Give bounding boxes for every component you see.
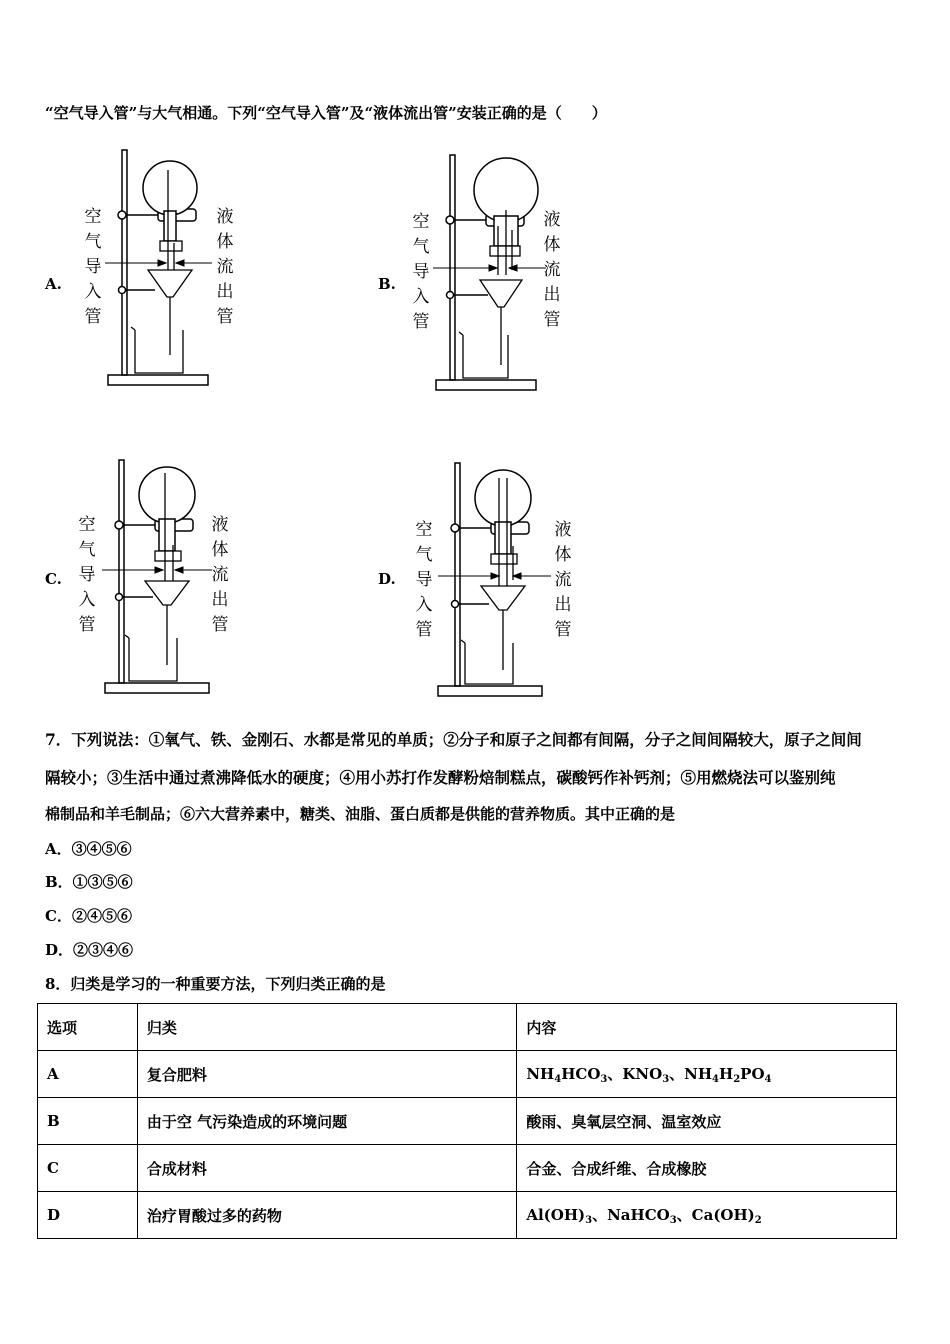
q6-title: “空气导入管”与大气相通。下列“空气导入管”及“液体流出管”安装正确的是（ ）	[45, 104, 607, 122]
header-content: 内容	[517, 1004, 897, 1051]
beaker	[461, 640, 513, 684]
funnel	[480, 280, 522, 365]
row-option: C	[38, 1145, 138, 1192]
row-content: 酸雨、臭氧层空洞、温室效应	[517, 1098, 897, 1145]
apparatus-figure-c	[97, 455, 297, 705]
table-row	[38, 1051, 897, 1098]
q7-stem-line-3: 棉制品和羊毛制品；⑥六大营养素中，糖类、油脂、蛋白质都是供能的营养物质。其中正确的是	[45, 805, 676, 823]
figure-d-outflow-tube-label: 液 体 流 出 管	[554, 520, 572, 640]
row-option: D	[38, 1192, 138, 1239]
q7-option-c: C．②④⑤⑥	[45, 907, 132, 925]
apparatus-figure-d	[433, 458, 633, 708]
header-category: 归类	[137, 1004, 517, 1051]
lower-clamp	[119, 287, 156, 294]
figure-c-label: C.	[45, 570, 62, 588]
funnel	[145, 581, 189, 665]
flask	[475, 470, 531, 554]
row-content: $NH_4HCO_3$、$KNO_3$、$NH_4H_2PO_4$	[517, 1051, 897, 1098]
figure-c-outflow-tube-label: 液 体 流 出 管	[211, 515, 229, 635]
q8-classification-table	[37, 1003, 897, 1239]
row-category: 治疗胃酸过多的药物	[137, 1192, 517, 1239]
figure-a-label: A.	[45, 275, 62, 293]
row-option: B	[38, 1098, 138, 1145]
table-row	[38, 1098, 897, 1145]
figure-b-air-tube-label: 空 气 导 入 管	[412, 212, 430, 332]
figure-d-label: D.	[378, 570, 396, 588]
row-category: 合成材料	[137, 1145, 517, 1192]
lower-clamp	[447, 292, 489, 299]
table-row	[38, 1192, 897, 1239]
q8-title: 8．归类是学习的一种重要方法，下列归类正确的是	[45, 975, 386, 993]
q7-stem-line-1: 7．下列说法：①氧气、铁、金刚石、水都是常见的单质；②分子和原子之间都有间隔，分子之间间隔较大，原子之间间	[45, 730, 862, 749]
lower-clamp	[116, 594, 154, 601]
pointer-arrows	[105, 260, 212, 266]
upper-clamp	[451, 522, 529, 534]
q7-stem-line-2: 隔较小；③生活中通过煮沸降低水的硬度；④用小苏打作发酵粉焙制糕点，碳酸钙作补钙剂；⑤用燃烧法可以鉴别纯	[45, 768, 836, 787]
q7-option-b: B．①③⑤⑥	[45, 873, 133, 891]
table-header-row	[38, 1004, 897, 1051]
figure-a-air-tube-label: 空 气 导 入 管	[84, 207, 102, 327]
lower-clamp	[452, 601, 490, 608]
upper-clamp	[115, 519, 193, 531]
table-row	[38, 1145, 897, 1192]
flask	[143, 161, 197, 241]
q7-option-d: D．②③④⑥	[45, 941, 134, 959]
apparatus-figure-a	[100, 145, 300, 395]
row-content: $Al(OH)_3$、NaHCO$_3$、$Ca(OH)_2$	[517, 1192, 897, 1239]
beaker	[125, 635, 177, 681]
row-content: 合金、合成纤维、合成橡胶	[517, 1145, 897, 1192]
figure-c-air-tube-label: 空 气 导 入 管	[78, 515, 96, 635]
funnel	[148, 270, 192, 355]
apparatus-figure-b	[428, 150, 628, 400]
q7-option-a: A．③④⑤⑥	[45, 840, 132, 858]
funnel	[481, 586, 525, 670]
header-option: 选项	[38, 1004, 138, 1051]
beaker	[131, 327, 183, 373]
figure-d-air-tube-label: 空 气 导 入 管	[415, 520, 433, 640]
figure-a-outflow-tube-label: 液 体 流 出 管	[216, 207, 234, 327]
row-option: A	[38, 1051, 138, 1098]
row-category: 复合肥料	[137, 1051, 517, 1098]
row-category: 由于空 气污染造成的环境问题	[137, 1098, 517, 1145]
figure-b-label: B.	[378, 275, 396, 293]
figure-b-outflow-tube-label: 液 体 流 出 管	[543, 210, 561, 330]
flask	[139, 467, 195, 551]
